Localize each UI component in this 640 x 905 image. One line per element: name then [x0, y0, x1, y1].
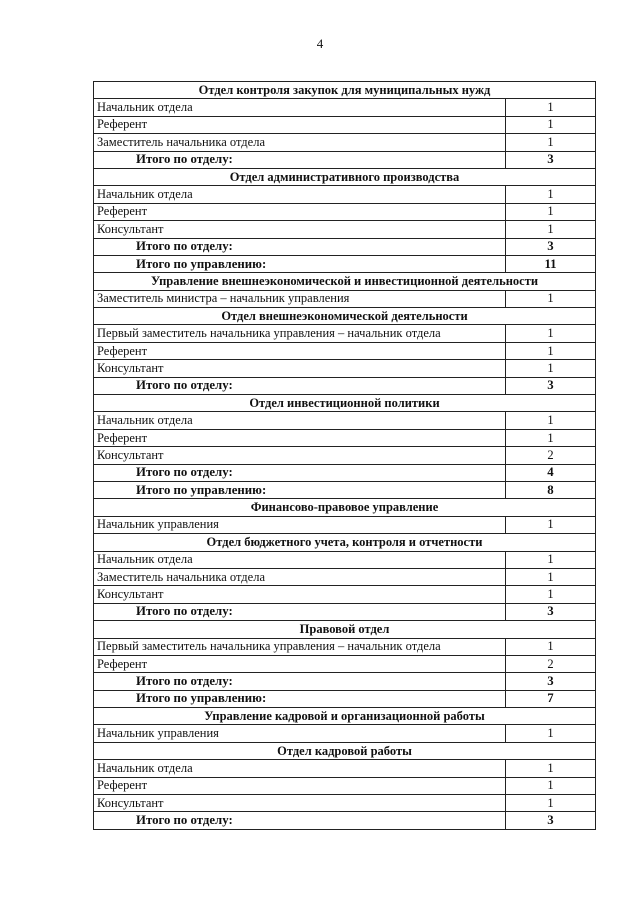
- position-row: [94, 203, 596, 220]
- total-row: [94, 464, 596, 481]
- total-label: Итого по отделу:: [94, 238, 506, 255]
- position-row: [94, 568, 596, 585]
- section-header-row: [94, 708, 596, 725]
- position-count: 1: [506, 760, 596, 777]
- position-row: [94, 412, 596, 429]
- total-label: Итого по отделу:: [94, 812, 506, 829]
- total-count: 7: [506, 690, 596, 707]
- total-row: [94, 673, 596, 690]
- position-row: [94, 725, 596, 742]
- total-count: 3: [506, 673, 596, 690]
- position-count: 1: [506, 412, 596, 429]
- position-title: Референт: [94, 429, 506, 446]
- total-label: Итого по отделу:: [94, 151, 506, 168]
- total-row: [94, 238, 596, 255]
- position-count: 2: [506, 655, 596, 672]
- position-count: 1: [506, 342, 596, 359]
- total-count: 3: [506, 377, 596, 394]
- position-count: 1: [506, 568, 596, 585]
- total-label: Итого по отделу:: [94, 377, 506, 394]
- position-title: Референт: [94, 777, 506, 794]
- section-header-row: [94, 499, 596, 516]
- position-row: [94, 777, 596, 794]
- position-count: 1: [506, 134, 596, 151]
- total-label: Итого по управлению:: [94, 255, 506, 272]
- section-header-row: [94, 273, 596, 290]
- position-count: 1: [506, 360, 596, 377]
- position-row: [94, 638, 596, 655]
- section-header-row: [94, 621, 596, 638]
- total-count: 3: [506, 151, 596, 168]
- total-count: 4: [506, 464, 596, 481]
- total-row: [94, 377, 596, 394]
- total-row: [94, 151, 596, 168]
- total-label: Итого по отделу:: [94, 603, 506, 620]
- section-title: Отдел инвестиционной политики: [94, 395, 596, 412]
- position-title: Референт: [94, 203, 506, 220]
- position-row: [94, 221, 596, 238]
- position-row: [94, 290, 596, 307]
- position-title: Заместитель начальника отдела: [94, 134, 506, 151]
- position-row: [94, 116, 596, 133]
- section-title: Управление внешнеэкономической и инвестиционной деятельности: [94, 273, 596, 290]
- position-count: 1: [506, 290, 596, 307]
- total-count: 8: [506, 481, 596, 498]
- section-title: Отдел административного производства: [94, 168, 596, 185]
- staff-table: [93, 81, 596, 830]
- position-row: [94, 760, 596, 777]
- total-row: [94, 603, 596, 620]
- position-row: [94, 655, 596, 672]
- position-title: Начальник отдела: [94, 412, 506, 429]
- position-count: 1: [506, 725, 596, 742]
- section-header-row: [94, 742, 596, 759]
- position-count: 1: [506, 777, 596, 794]
- position-row: [94, 795, 596, 812]
- position-title: Начальник отдела: [94, 760, 506, 777]
- position-title: Консультант: [94, 221, 506, 238]
- total-row: [94, 812, 596, 829]
- position-title: Первый заместитель начальника управления – начальник отдела: [94, 325, 506, 342]
- page-number: 4: [316, 36, 324, 51]
- position-count: 1: [506, 203, 596, 220]
- position-title: Консультант: [94, 447, 506, 464]
- position-count: 1: [506, 516, 596, 533]
- position-row: [94, 99, 596, 116]
- total-label: Итого по управлению:: [94, 690, 506, 707]
- position-title: Референт: [94, 655, 506, 672]
- position-count: 2: [506, 447, 596, 464]
- total-label: Итого по управлению:: [94, 481, 506, 498]
- position-title: Консультант: [94, 586, 506, 603]
- position-count: 1: [506, 429, 596, 446]
- section-title: Финансово-правовое управление: [94, 499, 596, 516]
- position-count: 1: [506, 638, 596, 655]
- position-row: [94, 586, 596, 603]
- position-title: Референт: [94, 116, 506, 133]
- section-header-row: [94, 308, 596, 325]
- position-count: 1: [506, 325, 596, 342]
- position-title: Заместитель начальника отдела: [94, 568, 506, 585]
- total-row: [94, 481, 596, 498]
- section-header-row: [94, 168, 596, 185]
- position-title: Консультант: [94, 795, 506, 812]
- position-row: [94, 551, 596, 568]
- position-count: 1: [506, 116, 596, 133]
- section-title: Отдел кадровой работы: [94, 742, 596, 759]
- position-count: 1: [506, 221, 596, 238]
- staff-table-body: [94, 82, 596, 830]
- position-count: 1: [506, 551, 596, 568]
- section-header-row: [94, 82, 596, 99]
- position-title: Референт: [94, 342, 506, 359]
- total-count: 3: [506, 603, 596, 620]
- total-row: [94, 690, 596, 707]
- position-row: [94, 186, 596, 203]
- section-title: Отдел внешнеэкономической деятельности: [94, 308, 596, 325]
- total-label: Итого по отделу:: [94, 464, 506, 481]
- position-title: Консультант: [94, 360, 506, 377]
- position-row: [94, 325, 596, 342]
- section-title: Отдел бюджетного учета, контроля и отчетности: [94, 534, 596, 551]
- total-label: Итого по отделу:: [94, 673, 506, 690]
- position-count: 1: [506, 186, 596, 203]
- section-title: Отдел контроля закупок для муниципальных нужд: [94, 82, 596, 99]
- position-row: [94, 360, 596, 377]
- position-count: 1: [506, 795, 596, 812]
- section-title: Управление кадровой и организационной работы: [94, 708, 596, 725]
- total-row: [94, 255, 596, 272]
- total-count: 3: [506, 812, 596, 829]
- position-row: [94, 342, 596, 359]
- section-title: Правовой отдел: [94, 621, 596, 638]
- section-header-row: [94, 395, 596, 412]
- position-title: Первый заместитель начальника управления – начальник отдела: [94, 638, 506, 655]
- position-row: [94, 447, 596, 464]
- position-title: Начальник отдела: [94, 99, 506, 116]
- position-count: 1: [506, 586, 596, 603]
- total-count: 11: [506, 255, 596, 272]
- position-title: Заместитель министра – начальник управления: [94, 290, 506, 307]
- position-count: 1: [506, 99, 596, 116]
- total-count: 3: [506, 238, 596, 255]
- position-title: Начальник отдела: [94, 551, 506, 568]
- position-title: Начальник отдела: [94, 186, 506, 203]
- position-row: [94, 516, 596, 533]
- section-header-row: [94, 534, 596, 551]
- position-title: Начальник управления: [94, 516, 506, 533]
- position-title: Начальник управления: [94, 725, 506, 742]
- position-row: [94, 429, 596, 446]
- position-row: [94, 134, 596, 151]
